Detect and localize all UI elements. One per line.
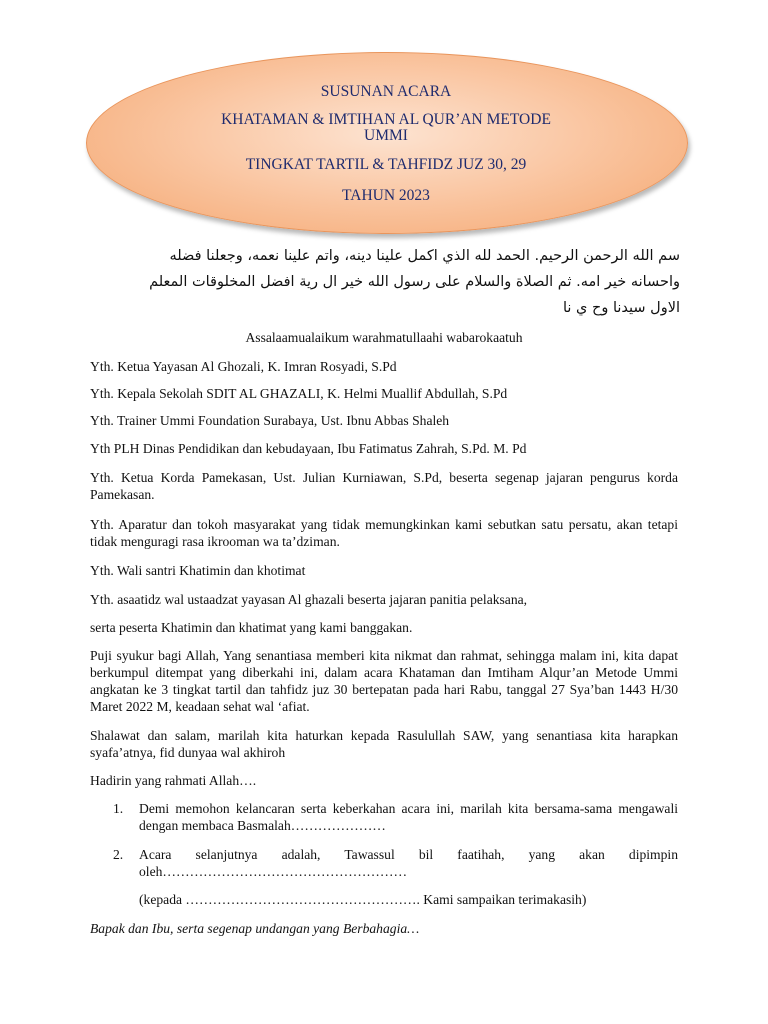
closing-italic-line: Bapak dan Ibu, serta segenap undangan yang Berbahagia… <box>90 921 420 936</box>
shalawat-paragraph: Shalawat dan salam, marilah kita haturkan kepada Rasulullah SAW, yang senantiasa kita harapkan syafa’atnya, fid dunyaa wal akhiroh <box>90 728 678 760</box>
list-item-number: 1. <box>113 801 124 816</box>
puji-syukur-paragraph: Puji syukur bagi Allah, Yang senantiasa memberi kita nikmat dan rahmat, sehingga malam ini, kita dapat berkumpul ditempat yang diberkahi ini, dalam acara Khataman dan Imtiham Alqur’an Metode Ummi angkatan ke 3 tingkat tartil dan tahfidz juz 30 bertepatan pada hari Rabu, tanggal 27 Sya’ban 1443 H/30 Maret 2022 M, keadaan sehat wal ‘afiat. <box>90 648 678 714</box>
list-item-text: Demi memohon kelancaran serta keberkahan acara ini, marilah kita bersama-sama mengawali dengan membaca Basmalah………………… <box>139 801 678 833</box>
yth-asaatidz: Yth. asaatidz wal ustaadzat yayasan Al ghazali beserta jajaran panitia pelaksana, <box>90 592 528 607</box>
title-line-tahun: TAHUN 2023 <box>342 187 430 204</box>
arabic-opening-line-1: سم الله الرحمن الرحيم. الحمد لله الذي اكمل علينا دينه، واتم علينا نعمه، وجعلنا فضله <box>169 248 680 264</box>
serta-peserta: serta peserta Khatimin dan khatimat yang kami banggakan. <box>90 620 413 635</box>
title-line-khataman: KHATAMAN & IMTIHAN AL QUR’AN METODE <box>221 111 551 128</box>
list-item-number: 2. <box>113 847 124 862</box>
list-item-text: Acara selanjutnya adalah, Tawassul bil faatihah, yang akan dipimpin oleh……………………………………………… <box>139 847 678 879</box>
yth-dinas-pendidikan: Yth PLH Dinas Pendidikan dan kebudayaan, Ibu Fatimatus Zahrah, S.Pd. M. Pd <box>90 441 527 456</box>
arabic-opening-line-2: واحسانه خير امه. ثم الصلاة والسلام على رسول الله خير ال رية افضل المخلوقات المعلم <box>149 274 680 290</box>
salam-greeting: Assalaamualaikum warahmatullaahi wabarokaatuh <box>245 330 523 345</box>
list-item <box>113 800 678 834</box>
yth-kepala-sekolah: Yth. Kepala Sekolah SDIT AL GHAZALI, K. Helmi Muallif Abdullah, S.Pd <box>90 386 508 401</box>
arabic-opening-line-3: الاول سيدنا وح ي نا <box>562 300 680 316</box>
kepada-line: (kepada ……………………………………………. Kami sampaikan terimakasih) <box>139 892 587 907</box>
yth-wali-santri: Yth. Wali santri Khatimin dan khotimat <box>90 563 306 578</box>
yth-aparatur: Yth. Aparatur dan tokoh masyarakat yang tidak memungkinkan kami sebutkan satu persatu, akan tetapi tidak menguragi rasa ikrooman wa ta’dziman. <box>90 517 678 549</box>
title-line-tingkat: TINGKAT TARTIL & TAHFIDZ JUZ 30, 29 <box>245 156 527 173</box>
hadirin-line: Hadirin yang rahmati Allah…. <box>90 773 257 788</box>
list-item <box>113 846 678 880</box>
yth-trainer-ummi: Yth. Trainer Ummi Foundation Surabaya, Ust. Ibnu Abbas Shaleh <box>90 413 450 428</box>
yth-ketua-yayasan: Yth. Ketua Yayasan Al Ghozali, K. Imran Rosyadi, S.Pd <box>90 359 397 374</box>
document-title <box>86 52 686 232</box>
title-line-ummi: UMMI <box>364 127 408 144</box>
yth-ketua-korda: Yth. Ketua Korda Pamekasan, Ust. Julian Kurniawan, S.Pd, beserta segenap jajaran pengurus korda Pamekasan. <box>90 470 678 502</box>
title-line-susunan-acara: SUSUNAN ACARA <box>320 83 452 100</box>
